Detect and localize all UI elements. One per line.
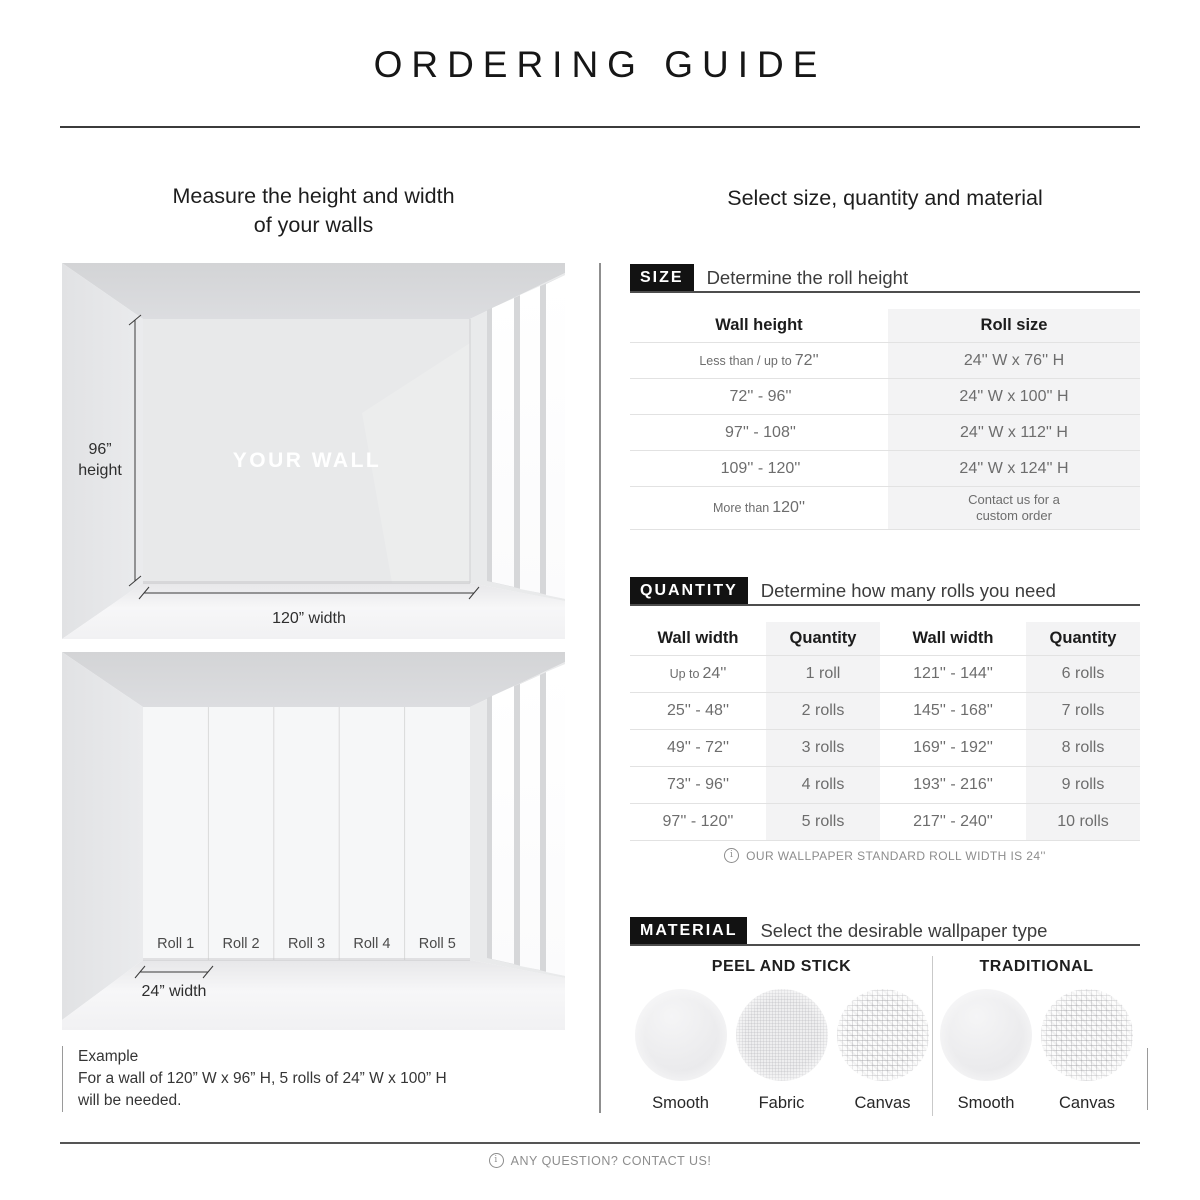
size-row-2: [630, 379, 1140, 415]
contact-line1: Contact us for a: [968, 492, 1060, 507]
wall-width-value: 97'' - 120'': [662, 813, 734, 830]
wall-width-value: 121'' - 144'': [913, 665, 993, 682]
quantity-row-4: [630, 767, 1140, 804]
roll-4-label: Roll 4: [353, 936, 391, 952]
quantity-value: 9 rolls: [1026, 767, 1140, 803]
room-rolls-drawing: [62, 652, 565, 1030]
floor-shadow: [143, 958, 470, 961]
quantity-value: 8 rolls: [1026, 730, 1140, 766]
your-wall-label: YOUR WALL: [232, 449, 382, 472]
floor-shadow: [143, 581, 470, 584]
wall-width-value: 145'' - 168'': [913, 702, 993, 719]
size-section-header: [630, 264, 1140, 291]
swatch-label: Smooth: [652, 1094, 709, 1112]
quantity-value: 3 rolls: [766, 730, 880, 766]
roll-5-label: Roll 5: [418, 936, 456, 952]
roll-3-label: Roll 3: [287, 936, 326, 952]
material-group-traditional: [933, 958, 1140, 1113]
quantity-table-header-row: [630, 622, 1140, 656]
info-icon: [489, 1153, 504, 1168]
roll-width-note: [630, 848, 1140, 863]
qty-col-wall-width-2: Wall width: [912, 629, 994, 647]
page-title: ORDERING GUIDE: [373, 44, 827, 85]
fabric-texture-icon: [736, 989, 828, 1081]
wall-height-value: 109'' - 120'': [720, 459, 801, 477]
quantity-row-3: [630, 730, 1140, 767]
material-header-rule: [630, 944, 1140, 946]
swatch-label: Canvas: [1059, 1094, 1115, 1112]
quantity-value: 6 rolls: [1026, 656, 1140, 692]
wallpaper-panels: [143, 707, 470, 960]
material-section-header: [630, 917, 1140, 944]
quantity-header-rule: [630, 604, 1140, 606]
column-divider: [599, 263, 601, 1113]
qty-col-wall-width-1: Wall width: [657, 629, 739, 647]
room-measure-drawing: [62, 263, 565, 639]
quantity-value: 7 rolls: [1026, 693, 1140, 729]
roll-1-label: Roll 1: [157, 936, 195, 952]
roll-width-note-text: OUR WALLPAPER STANDARD ROLL WIDTH IS 24'': [746, 848, 1046, 863]
window-pane: [546, 664, 565, 976]
roll-size-value: 24'' W x 100'' H: [888, 379, 1140, 414]
material-subtitle: Select the desirable wallpaper type: [760, 919, 1048, 941]
canvas-texture-icon: [837, 989, 929, 1081]
wall-height-prefix: Less than / up to: [699, 353, 792, 368]
size-col-roll-size: Roll size: [888, 309, 1140, 342]
wall-height-value: 72'': [794, 351, 819, 369]
wall-width-value: 24'': [702, 665, 727, 682]
roll-size-contact: [888, 487, 1140, 529]
roll-size-value: 24'' W x 112'' H: [888, 415, 1140, 450]
size-subtitle: Determine the roll height: [706, 266, 909, 288]
swatch-canvas: [1039, 989, 1135, 1113]
quantity-value: 10 rolls: [1026, 804, 1140, 840]
wall-height-value: 97'' - 108'': [725, 423, 796, 441]
wall-width-value: 25'' - 48'': [666, 702, 730, 719]
quantity-table: [630, 622, 1140, 841]
material-badge: MATERIAL: [630, 917, 747, 944]
left-heading-line2: of your walls: [253, 213, 374, 237]
example-heading: Example: [78, 1048, 139, 1065]
window-pane: [520, 675, 540, 970]
wall-width-value: 193'' - 216'': [913, 776, 993, 793]
material-group-peel-and-stick: [630, 958, 933, 1113]
quantity-value: 4 rolls: [766, 767, 880, 803]
swatch-fabric: [734, 989, 830, 1113]
size-table: [630, 309, 1140, 530]
wall-height-value: 120'': [772, 499, 806, 516]
wall-width-prefix: Up to: [669, 667, 700, 681]
material-group-name: PEEL AND STICK: [711, 958, 852, 975]
roll-size-value: 24'' W x 76'' H: [888, 343, 1140, 378]
info-icon: [724, 848, 739, 863]
quantity-row-2: [630, 693, 1140, 730]
quantity-row-5: [630, 804, 1140, 841]
wall-height-prefix: More than: [712, 501, 770, 515]
swatch-label: Fabric: [758, 1094, 805, 1112]
left-column-heading: [62, 182, 565, 240]
size-header-rule: [630, 291, 1140, 293]
canvas-texture-icon: [1041, 989, 1133, 1081]
quantity-subtitle: Determine how many rolls you need: [760, 579, 1056, 601]
wall-width-value: 49'' - 72'': [666, 739, 730, 756]
smooth-texture-icon: [940, 989, 1032, 1081]
width-label: 120” width: [272, 610, 346, 627]
size-table-header-row: [630, 309, 1140, 343]
title-divider: [60, 126, 1140, 128]
size-col-wall-height: Wall height: [715, 316, 803, 334]
window-pane: [520, 286, 540, 593]
footer-note-text: ANY QUESTION? CONTACT US!: [510, 1153, 712, 1168]
quantity-section-header: [630, 577, 1140, 604]
swatch-row: [633, 989, 931, 1113]
swatch-row: [938, 989, 1135, 1113]
smooth-texture-icon: [635, 989, 727, 1081]
window-pane: [546, 275, 565, 599]
size-row-1: [630, 343, 1140, 379]
floor: [62, 960, 565, 1030]
quantity-value: 1 roll: [766, 656, 880, 692]
wall-width-value: 169'' - 192'': [913, 739, 993, 756]
quantity-value: 2 rolls: [766, 693, 880, 729]
size-row-4: [630, 451, 1140, 487]
example-line1: For a wall of 120” W x 96” H, 5 rolls of 24” W x 100” H: [78, 1070, 447, 1087]
qty-col-quantity-2: Quantity: [1026, 622, 1140, 655]
roll-size-value: 24'' W x 124'' H: [888, 451, 1140, 486]
swatch-label: Canvas: [854, 1094, 911, 1112]
footer-note: [0, 1153, 1200, 1168]
size-row-3: [630, 415, 1140, 451]
qty-col-quantity-1: Quantity: [766, 622, 880, 655]
size-row-5: [630, 487, 1140, 530]
room-illustration-rolls: [62, 652, 565, 1030]
room-illustration-measure: [62, 263, 565, 639]
size-badge: SIZE: [630, 264, 694, 291]
wall-width-value: 217'' - 240'': [913, 813, 993, 830]
swatch-smooth: [633, 989, 729, 1113]
example-block: [62, 1046, 548, 1112]
roll-width-label: 24” width: [141, 983, 207, 1000]
quantity-badge: QUANTITY: [630, 577, 748, 604]
wall-width-value: 73'' - 96'': [666, 776, 730, 793]
example-right-rule: [1147, 1048, 1148, 1110]
footer-divider: [60, 1142, 1140, 1144]
quantity-row-1: [630, 656, 1140, 693]
height-value-label: 96”: [88, 441, 112, 458]
left-wall: [62, 652, 143, 1020]
window-pane: [492, 298, 514, 587]
window-pane: [492, 686, 514, 964]
example-line2: will be needed.: [78, 1092, 182, 1109]
left-heading-line1: Measure the height and width: [172, 184, 455, 208]
quantity-value: 5 rolls: [766, 804, 880, 840]
contact-line2: custom order: [976, 508, 1052, 523]
roll-2-label: Roll 2: [222, 936, 260, 952]
swatch-canvas: [835, 989, 931, 1113]
wall-height-value: 72'' - 96'': [729, 387, 792, 405]
swatch-label: Smooth: [957, 1094, 1015, 1112]
swatch-smooth: [938, 989, 1034, 1113]
material-group-name: TRADITIONAL: [979, 958, 1094, 975]
right-column-heading: Select size, quantity and material: [727, 186, 1043, 210]
height-word-label: height: [78, 462, 122, 479]
